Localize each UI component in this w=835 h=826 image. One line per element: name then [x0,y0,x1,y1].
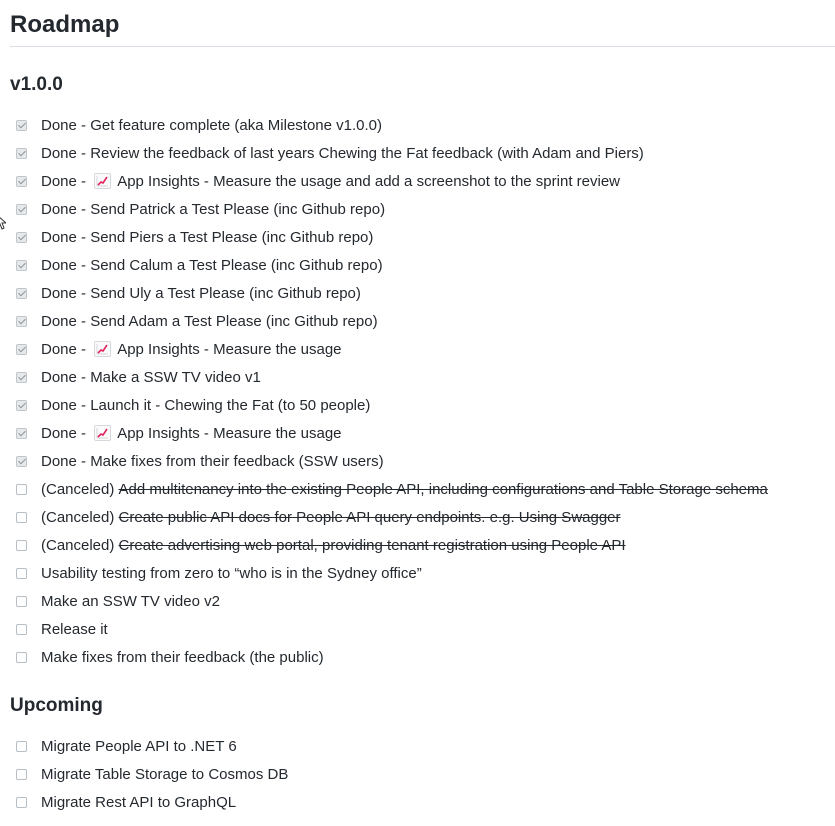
checked-checkbox[interactable] [16,148,27,159]
checked-checkbox[interactable] [16,400,27,411]
task-item [10,223,835,251]
task-prefix: Done - [41,424,91,442]
task-item [10,760,835,788]
task-item [10,587,835,615]
task-text: Done - Launch it - Chewing the Fat (to 50 people) [41,396,371,414]
task-text: App Insights - Measure the usage [117,340,342,358]
chart-increasing-icon [94,341,111,357]
chart-increasing-icon [94,173,111,189]
task-text: Create public API docs for People API query endpoints. e.g. Using Swagger [118,508,621,526]
unchecked-checkbox[interactable] [16,741,27,752]
task-list-v1 [10,111,835,671]
unchecked-checkbox[interactable] [16,540,27,551]
task-text: Done - Review the feedback of last years Chewing the Fat feedback (with Adam and Piers) [41,144,644,162]
task-item [10,391,835,419]
page-title: Roadmap [10,11,120,38]
task-text: Done - Get feature complete (aka Milestone v1.0.0) [41,116,383,134]
checked-checkbox[interactable] [16,204,27,215]
task-item [10,419,835,447]
task-prefix: Done - [41,340,91,358]
task-text: Done - Send Adam a Test Please (inc Github repo) [41,312,378,330]
checked-checkbox[interactable] [16,232,27,243]
task-item [10,531,835,559]
task-item [10,615,835,643]
checked-checkbox[interactable] [16,316,27,327]
task-item [10,111,835,139]
title-divider [10,46,835,47]
task-text: Add multitenancy into the existing People API, including configurations and Table Storage schema [118,480,768,498]
task-item [10,167,835,195]
checked-checkbox[interactable] [16,456,27,467]
task-prefix: (Canceled) [41,480,119,498]
unchecked-checkbox[interactable] [16,568,27,579]
task-item [10,139,835,167]
checked-checkbox[interactable] [16,344,27,355]
section-heading-v1: v1.0.0 [10,74,63,95]
checked-checkbox[interactable] [16,288,27,299]
task-text: Done - Send Calum a Test Please (inc Github repo) [41,256,383,274]
unchecked-checkbox[interactable] [16,512,27,523]
task-item [10,363,835,391]
task-text: Usability testing from zero to “who is in the Sydney office” [41,564,422,582]
checked-checkbox[interactable] [16,176,27,187]
task-list-upcoming [10,732,835,816]
unchecked-checkbox[interactable] [16,797,27,808]
task-text: Migrate Rest API to GraphQL [41,793,237,811]
checked-checkbox[interactable] [16,372,27,383]
chart-increasing-icon [94,425,111,441]
task-prefix: (Canceled) [41,536,119,554]
task-prefix: Done - [41,172,91,190]
task-text: Create advertising web portal, providing tenant registration using People API [118,536,626,554]
task-text: Done - Send Piers a Test Please (inc Github repo) [41,228,374,246]
checked-checkbox[interactable] [16,428,27,439]
task-item [10,503,835,531]
task-item [10,447,835,475]
task-text: App Insights - Measure the usage [117,424,342,442]
task-item [10,732,835,760]
task-item [10,559,835,587]
task-item [10,475,835,503]
mouse-cursor-icon [0,214,6,230]
task-text: Migrate People API to .NET 6 [41,737,237,755]
task-item [10,335,835,363]
task-text: Done - Make a SSW TV video v1 [41,368,261,386]
section-heading-upcoming: Upcoming [10,695,103,716]
task-text: Make an SSW TV video v2 [41,592,220,610]
task-text: Done - Make fixes from their feedback (SSW users) [41,452,384,470]
task-text: Done - Send Patrick a Test Please (inc Github repo) [41,200,386,218]
task-item [10,195,835,223]
task-item [10,788,835,816]
task-text: Migrate Table Storage to Cosmos DB [41,765,289,783]
unchecked-checkbox[interactable] [16,652,27,663]
task-text: Done - Send Uly a Test Please (inc Github repo) [41,284,361,302]
task-text: Make fixes from their feedback (the public) [41,648,324,666]
task-text: Release it [41,620,108,638]
task-item [10,643,835,671]
task-item [10,307,835,335]
task-prefix: (Canceled) [41,508,119,526]
unchecked-checkbox[interactable] [16,624,27,635]
checked-checkbox[interactable] [16,120,27,131]
task-item [10,279,835,307]
task-text: App Insights - Measure the usage and add a screenshot to the sprint review [117,172,620,190]
unchecked-checkbox[interactable] [16,596,27,607]
unchecked-checkbox[interactable] [16,769,27,780]
checked-checkbox[interactable] [16,260,27,271]
task-item [10,251,835,279]
unchecked-checkbox[interactable] [16,484,27,495]
